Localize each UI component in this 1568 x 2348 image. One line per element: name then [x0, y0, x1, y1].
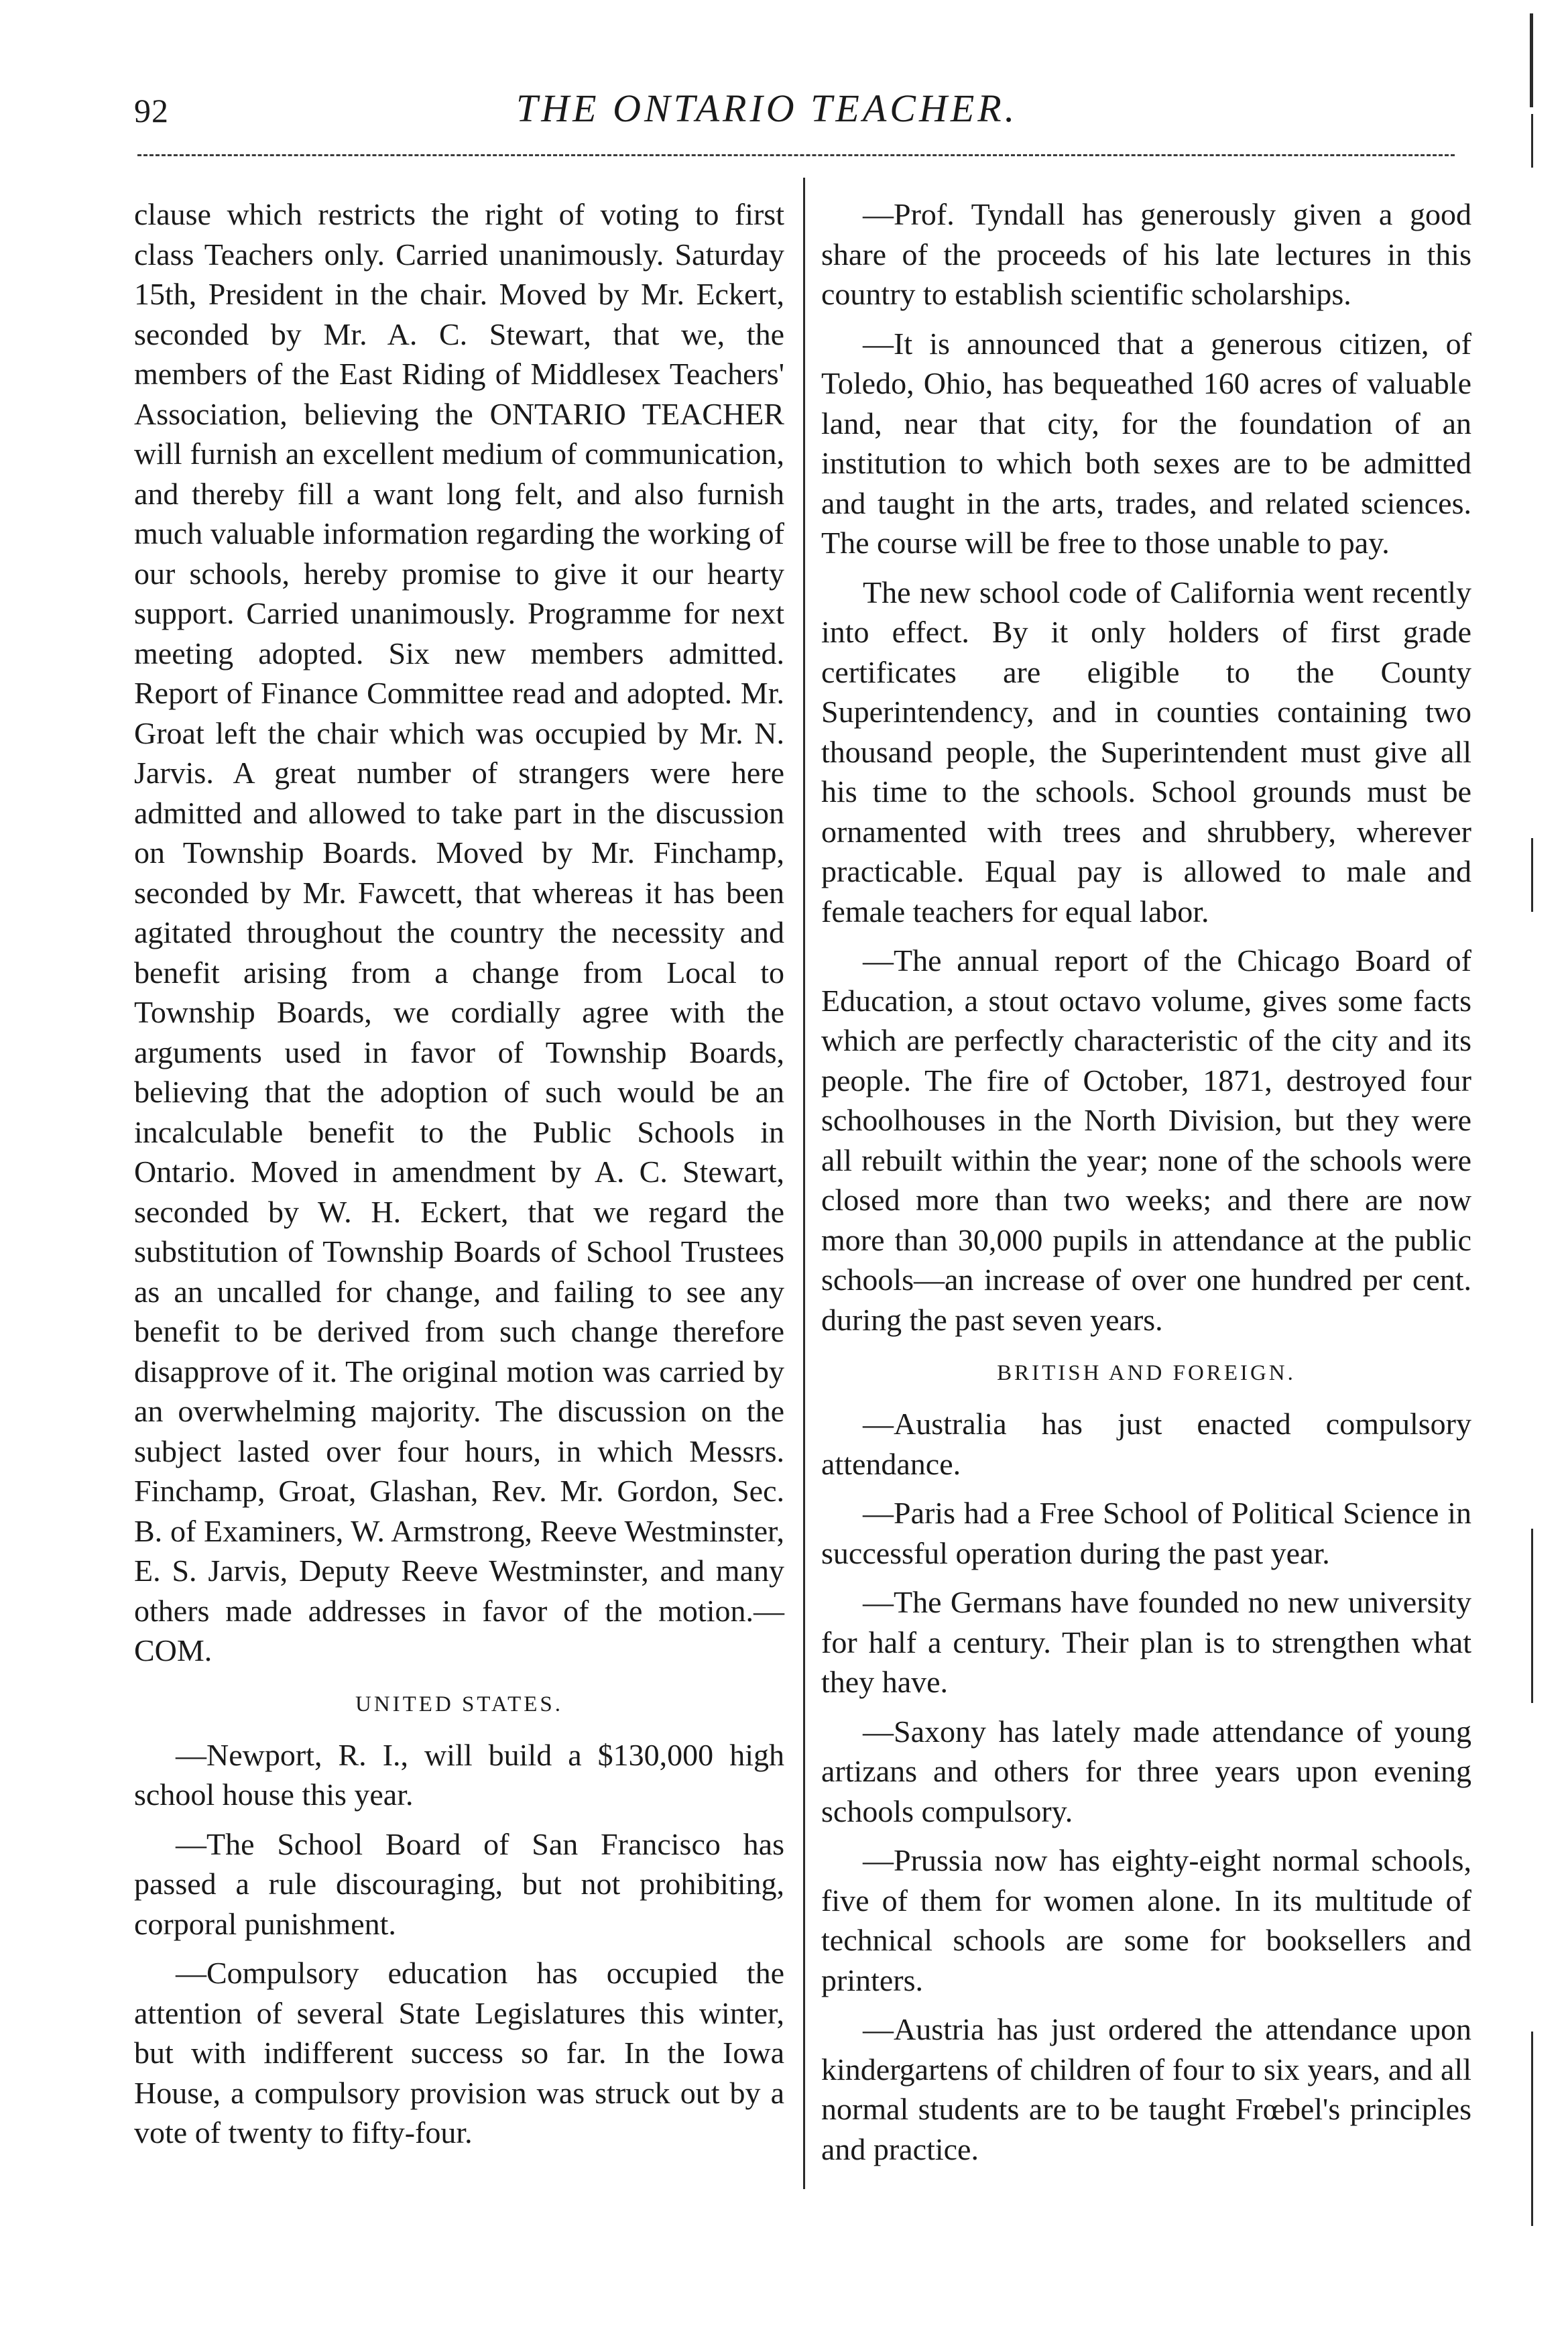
- header-rule: [137, 154, 1455, 156]
- news-item-austria: —Austria has just ordered the attendance upon kindergartens of children of four to six years, and all normal students are to be taught Frœbel's principles and practice.: [821, 2012, 1471, 2166]
- news-item-saxony: —Saxony has lately made attendance of young artizans and others for three years upon evening schools compulsory.: [821, 1714, 1471, 1828]
- news-item-prussia: —Prussia now has eighty-eight normal schools, five of them for women alone. In its multitude of technical schools are some for booksellers and printers.: [821, 1843, 1471, 1997]
- left-column: [134, 194, 784, 2162]
- news-item-toledo: —It is announced that a generous citizen, of Toledo, Ohio, has bequeathed 160 acres of valuable land, near that city, for the foundation of an institution to which both sexes are to be admitted and taught in the arts, trades, and related sciences. The course will be free to those unable to pay.: [821, 326, 1471, 560]
- page-number: 92: [134, 92, 169, 129]
- scan-edge-mark: [1530, 13, 1533, 107]
- scan-edge-mark: [1531, 2032, 1533, 2226]
- scan-edge-mark: [1531, 838, 1533, 912]
- news-item-australia: —Australia has just enacted compulsory attendance.: [821, 1407, 1471, 1481]
- journal-title: THE ONTARIO TEACHER.: [516, 86, 1018, 130]
- right-column: [821, 194, 1471, 2178]
- page-header: [134, 86, 1461, 146]
- column-divider: [803, 178, 805, 2189]
- news-item-san-francisco: —The School Board of San Francisco has passed a rule discouraging, but not prohibiting, corporal punishment.: [134, 1826, 784, 1941]
- news-item-compulsory-education: —Compulsory education has occupied the attention of several State Legislatures this winter, but with indifferent success so far. In the Iowa House, a compulsory provision was struck out by a vote of twenty to fifty-four.: [134, 1956, 784, 2150]
- scan-edge-mark: [1531, 1529, 1533, 1703]
- scan-edge-mark: [1531, 114, 1533, 168]
- section-heading-united-states: UNITED STATES.: [355, 1692, 563, 1716]
- news-item-chicago: —The annual report of the Chicago Board of Education, a stout octavo volume, gives some facts which are perfectly characteristic of the city and its people. The fire of October, 1871, destroyed four schoolhouses in the North Division, but they were all rebuilt within the year; none of the schools were closed more than two weeks; and there are now more than 30,000 pupils in attendance at the public schools—an increase of over one hundred per cent. during the past seven years.: [821, 943, 1471, 1337]
- news-item-tyndall: —Prof. Tyndall has generously given a good share of the proceeds of his late lectures in this country to establish scientific scholarships.: [821, 197, 1471, 311]
- news-item-paris: —Paris had a Free School of Political Science in successful operation during the past year.: [821, 1496, 1471, 1570]
- section-heading-british-foreign: BRITISH AND FOREIGN.: [997, 1361, 1296, 1385]
- news-item-newport: —Newport, R. I., will build a $130,000 high school house this year.: [134, 1737, 784, 1812]
- meeting-report-paragraph: clause which restricts the right of voting to first class Teachers only. Carried unanimously. Saturday 15th, President in the chair. Moved by Mr. Eckert, seconded by Mr. A. C. Stewart, that we, the members of the East Riding of Middlesex Teachers' Association, believing the ONTARIO TEACHER will furnish an excellent medium of communication, and thereby fill a want long felt, and also furnish much valuable information regarding the working of our schools, hereby promise to give it our hearty support. Carried unanimously. Programme for next meeting adopted. Six new members admitted. Report of Finance Committee read and adopted. Mr. Groat left the chair which was occupied by Mr. N. Jarvis. A great number of strangers were here admitted and allowed to take part in the discussion on Township Boards. Moved by Mr. Finchamp, seconded by Mr. Fawcett, that whereas it has been agitated throughout the country the necessity and benefit arising from a change from Local to Township Boards, we cordially agree with the arguments used in favor of Township Boards, believing that the adoption of such would be an incalculable benefit to the Public Schools in Ontario. Moved in amendment by A. C. Stewart, seconded by W. H. Eckert, that we regard the substitution of Township Boards of School Trustees as an uncalled for change, and failing to see any benefit to be derived from such change therefore disapprove of it. The original motion was carried by an overwhelming majority. The discussion on the subject lasted over four hours, in which Messrs. Finchamp, Groat, Glashan, Rev. Mr. Gordon, Sec. B. of Examiners, W. Armstrong, Reeve Westminster, E. S. Jarvis, Deputy Reeve Westminster, and many others made addresses in favor of the motion.—COM.: [134, 197, 784, 1667]
- news-item-germans: —The Germans have founded no new university for half a century. Their plan is to strengthen what they have.: [821, 1585, 1471, 1699]
- news-item-california: The new school code of California went recently into effect. By it only holders of first grade certificates are eligible to the County Superintendency, and in counties containing two thousand people, the Superintendent must give all his time to the schools. School grounds must be ornamented with trees and shrubbery, wherever practicable. Equal pay is allowed to male and female teachers for equal labor.: [821, 575, 1471, 929]
